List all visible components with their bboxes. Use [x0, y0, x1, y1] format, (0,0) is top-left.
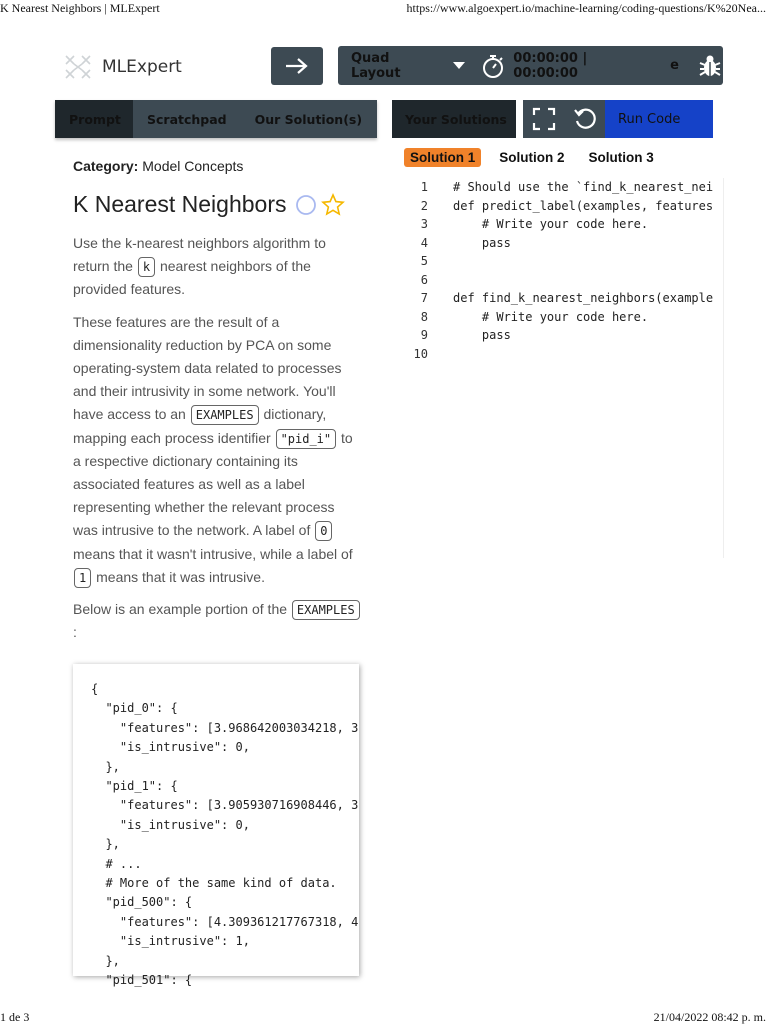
- code-chip: EXAMPLES: [191, 405, 259, 425]
- layout-dropdown[interactable]: Quad Layout: [351, 50, 401, 81]
- code-text: # Write your code here.: [453, 217, 649, 231]
- code-chip: 1: [74, 568, 91, 588]
- code-chip: k: [138, 257, 155, 277]
- tab-your-solutions[interactable]: Your Solutions: [392, 100, 516, 138]
- tab-solution-2[interactable]: Solution 2: [499, 150, 565, 165]
- tab-solution-1[interactable]: Solution 1: [404, 148, 481, 167]
- fullscreen-button[interactable]: [523, 100, 564, 138]
- code-text: pass: [453, 328, 511, 342]
- editor-line: [404, 289, 723, 308]
- text: Use the k-nearest neighbors algorithm to return the: [73, 235, 326, 275]
- prompt-tabs: [55, 100, 377, 138]
- mlexpert-logo-icon: [64, 52, 92, 82]
- prompt-paragraph-1: [73, 232, 363, 302]
- line-number: 6: [420, 272, 428, 287]
- example-code-line: },: [91, 953, 120, 968]
- code-chip: 0: [315, 521, 332, 541]
- title-row: [73, 191, 363, 218]
- editor-line: [404, 308, 723, 327]
- line-number: 3: [420, 217, 428, 231]
- example-code-line: },: [91, 759, 120, 774]
- bug-icon[interactable]: [697, 54, 723, 78]
- text: These features are the result of a dimensionality reduction by PCA on some operating-system data related to processes and their intrusivity in some network. You'll have access to an: [73, 313, 342, 423]
- question-title: K Nearest Neighbors: [73, 191, 287, 217]
- fullscreen-icon: [532, 107, 556, 131]
- category-value: Model Concepts: [142, 158, 244, 174]
- logo[interactable]: [64, 50, 182, 84]
- example-code-line: {: [91, 682, 99, 696]
- editor-line: [404, 234, 723, 253]
- tab-our-solutions[interactable]: Our Solution(s): [254, 111, 363, 127]
- code-text: def predict_label(examples, features: [453, 198, 714, 213]
- star-icon[interactable]: [321, 193, 345, 217]
- print-header: [0, 1, 768, 17]
- example-code-line: # More of the same kind of data.: [91, 876, 337, 891]
- line-number: 1: [420, 180, 428, 194]
- text: dictionary, mapping each process identifier: [73, 406, 327, 446]
- run-code-button[interactable]: Run Code: [605, 100, 713, 138]
- prompt-panel: [73, 158, 363, 644]
- line-number: 9: [420, 328, 428, 342]
- editor-line: [404, 178, 723, 197]
- text: Below is an example portion of the: [73, 601, 288, 618]
- code-text: pass: [453, 235, 511, 250]
- category: [73, 158, 363, 174]
- example-code-block[interactable]: [73, 664, 359, 988]
- text: nearest neighbors of the provided features.: [73, 258, 311, 298]
- code-chip: "pid_i": [276, 429, 337, 449]
- editor-line: [404, 252, 723, 271]
- example-code-line: "features": [3.905930716908446, 3: [91, 798, 359, 813]
- example-code-line: "features": [4.309361217767318, 4: [91, 914, 359, 929]
- line-number: 2: [420, 198, 428, 213]
- example-code-line: },: [91, 837, 120, 852]
- logo-text: MLExpert: [102, 57, 182, 77]
- example-code-line: "pid_501": {: [91, 973, 193, 988]
- text: means that it wasn't intrusive, while a label of: [73, 545, 353, 562]
- editor-line: [404, 197, 723, 216]
- prompt-paragraph-2: [73, 311, 363, 589]
- example-code-line: "pid_1": {: [91, 779, 178, 794]
- text: means that it was intrusive.: [96, 568, 265, 585]
- line-number: 5: [420, 254, 428, 268]
- editor-line: [404, 326, 723, 345]
- solution-tabs: [404, 148, 672, 167]
- editor-line: [404, 345, 723, 364]
- chevron-down-icon[interactable]: [453, 62, 465, 69]
- example-code-line: "is_intrusive": 0,: [91, 817, 250, 832]
- timer-readout: 00:00:00 | 00:00:00: [513, 50, 588, 81]
- circle-icon[interactable]: [295, 194, 317, 216]
- category-label: Category:: [73, 158, 139, 174]
- text: :: [73, 624, 77, 641]
- editor-toolbar: [338, 46, 723, 85]
- text: to a respective dictionary containing its associated features as well as a label representing whether the relevant process was intrusive to the network. A label of: [73, 429, 353, 539]
- line-number: 8: [420, 309, 428, 324]
- example-code-line: "pid_500": {: [91, 895, 193, 910]
- line-number: 10: [413, 346, 428, 361]
- reset-button[interactable]: [564, 100, 605, 138]
- example-code: [73, 664, 359, 991]
- editor-line: [404, 215, 723, 234]
- line-number: 7: [420, 291, 428, 305]
- code-text: def find_k_nearest_neighbors(example: [453, 291, 714, 305]
- example-code-line: # ...: [91, 856, 142, 871]
- switch-view-button[interactable]: [271, 47, 323, 85]
- prompt-paragraph-3: [73, 598, 363, 644]
- example-code-line: "pid_0": {: [91, 701, 178, 716]
- code-text: # Write your code here.: [453, 309, 649, 324]
- code-chip: EXAMPLES: [292, 600, 360, 620]
- editor-line: [404, 271, 723, 290]
- example-code-line: "is_intrusive": 0,: [91, 740, 250, 755]
- editor-tabs: [392, 100, 713, 138]
- arrow-right-icon: [284, 56, 310, 76]
- tab-prompt[interactable]: Prompt: [55, 100, 133, 138]
- e-label: e: [670, 58, 679, 73]
- example-code-line: "is_intrusive": 1,: [91, 934, 250, 949]
- page-title: K Nearest Neighbors | MLExpert: [0, 1, 160, 15]
- tab-divider: [516, 100, 523, 138]
- print-footer: [0, 1010, 768, 1026]
- reset-icon: [573, 107, 597, 131]
- example-code-line: "features": [3.968642003034218, 3: [91, 720, 359, 735]
- line-number: 4: [420, 235, 428, 250]
- code-text: # Should use the `find_k_nearest_nei: [453, 180, 714, 194]
- page-count: 1 de 3: [0, 1010, 30, 1024]
- code-editor[interactable]: [404, 178, 724, 558]
- tab-solution-3[interactable]: Solution 3: [588, 150, 654, 165]
- page-url: https://www.algoexpert.io/machine-learning/coding-questions/K%20Nea...: [406, 1, 766, 15]
- stopwatch-icon[interactable]: [481, 53, 505, 79]
- print-datetime: 21/04/2022 08:42 p. m.: [653, 1010, 766, 1024]
- tab-scratchpad[interactable]: Scratchpad: [147, 111, 227, 127]
